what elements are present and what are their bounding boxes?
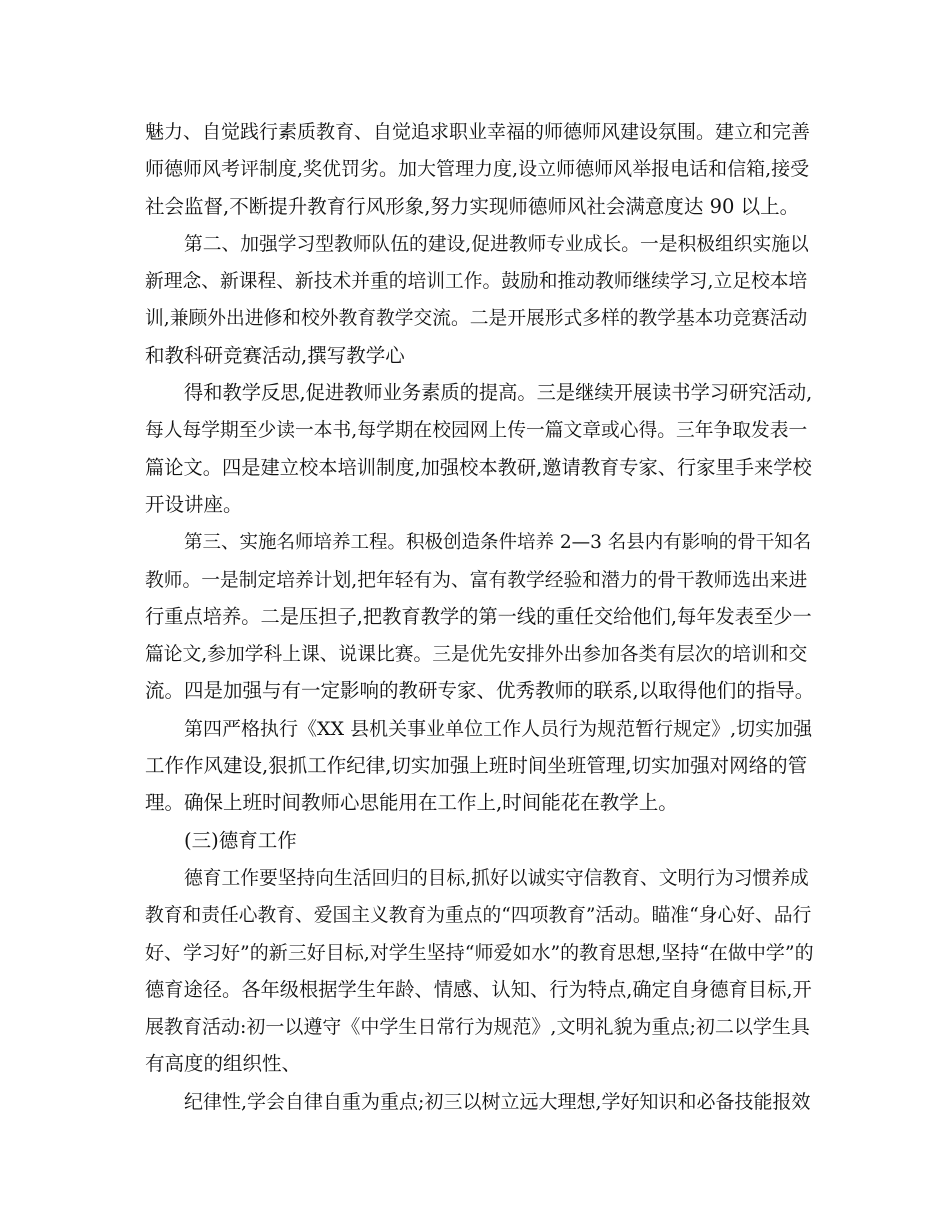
- text-line: 德育途径。各年级根据学生年龄、情感、认知、行为特点,确定自身德育目标,开: [145, 977, 812, 1001]
- text-line: 行重点培养。二是压担子,把教育教学的第一线的重任交给他们,每年发表至少一: [145, 604, 812, 628]
- text-line: 理。确保上班时间教师心思能用在工作上,时间能花在教学上。: [145, 791, 678, 815]
- text-line: 教育和责任心教育、爱国主义教育为重点的“四项教育”活动。瞄准“身心好、品行: [145, 905, 812, 927]
- text-line: 和教科研竞赛活动,撰写教学心: [145, 343, 405, 367]
- text-line: 流。四是加强与有一定影响的教研专家、优秀教师的联系,以取得他们的指导。: [145, 679, 815, 703]
- paragraph-start-line: 纪律性,学会自律自重为重点;初三以树立远大理想,学好知识和必备技能报效: [184, 1090, 811, 1113]
- text-line: 开设讲座。: [145, 492, 243, 516]
- text-line: 训,兼顾外出进修和校外教育教学交流。二是开展形式多样的教学基本功竞赛活动: [145, 308, 808, 330]
- text-line: 教师。一是制定培养计划,把年轻有为、富有教学经验和潜力的骨干教师选出来进: [145, 569, 808, 591]
- text-line: 魅力、自觉践行素质教育、自觉追求职业幸福的师德师风建设氛围。建立和完善: [145, 121, 811, 143]
- paragraph-start-line: 德育工作要坚持向生活回归的目标,抓好以诚实守信教育、文明行为习惯养成: [184, 867, 809, 889]
- text-line: 新理念、新课程、新技术并重的培训工作。鼓励和推动教师继续学习,立足校本培: [145, 271, 808, 293]
- paragraph-start-line: 第二、加强学习型教师队伍的建设,促进教师专业成长。一是积极组织实施以: [184, 233, 809, 255]
- text-line: 篇论文。四是建立校本培训制度,加强校本教研,邀请教育专家、行家里手来学校: [145, 455, 812, 479]
- text-line: 社会监督,不断提升教育行风形象,努力实现师德师风社会满意度达 90 以上。: [145, 194, 800, 218]
- text-line: 篇论文,参加学科上课、说课比赛。三是优先安排外出参加各类有层次的培训和交: [145, 644, 808, 666]
- paragraph-start-line: 第四严格执行《XX 县机关事业单位工作人员行为规范暂行规定》,切实加强: [184, 717, 813, 740]
- text-line: 好、学习好”的新三好目标,对学生坚持“师爱如水”的教育思想,坚持“在做中学”的: [145, 941, 814, 964]
- paragraph-start-line: 第三、实施名师培养工程。积极创造条件培养 2—3 名县内有影响的骨干知名: [184, 532, 812, 554]
- text-line: 展教育活动:初一以遵守《中学生日常行为规范》,文明礼貌为重点;初二以学生具: [145, 1016, 810, 1039]
- paragraph-start-line: 得和教学反思,促进教师业务素质的提高。三是继续开展读书学习研究活动,: [184, 381, 813, 405]
- document-body: [145, 113, 815, 1120]
- section-heading: (三)德育工作: [184, 828, 297, 852]
- text-line: 有高度的组织性、: [145, 1052, 302, 1076]
- text-line: 每人每学期至少读一本书,每学期在校园网上传一篇文章或心得。三年争取发表一: [145, 420, 808, 442]
- text-line: 工作作风建设,狠抓工作纪律,切实加强上班时间坐班管理,切实加强对网络的管: [145, 754, 808, 778]
- text-line: 师德师风考评制度,奖优罚劣。加大管理力度,设立师德师风举报电话和信箱,接受: [145, 158, 810, 181]
